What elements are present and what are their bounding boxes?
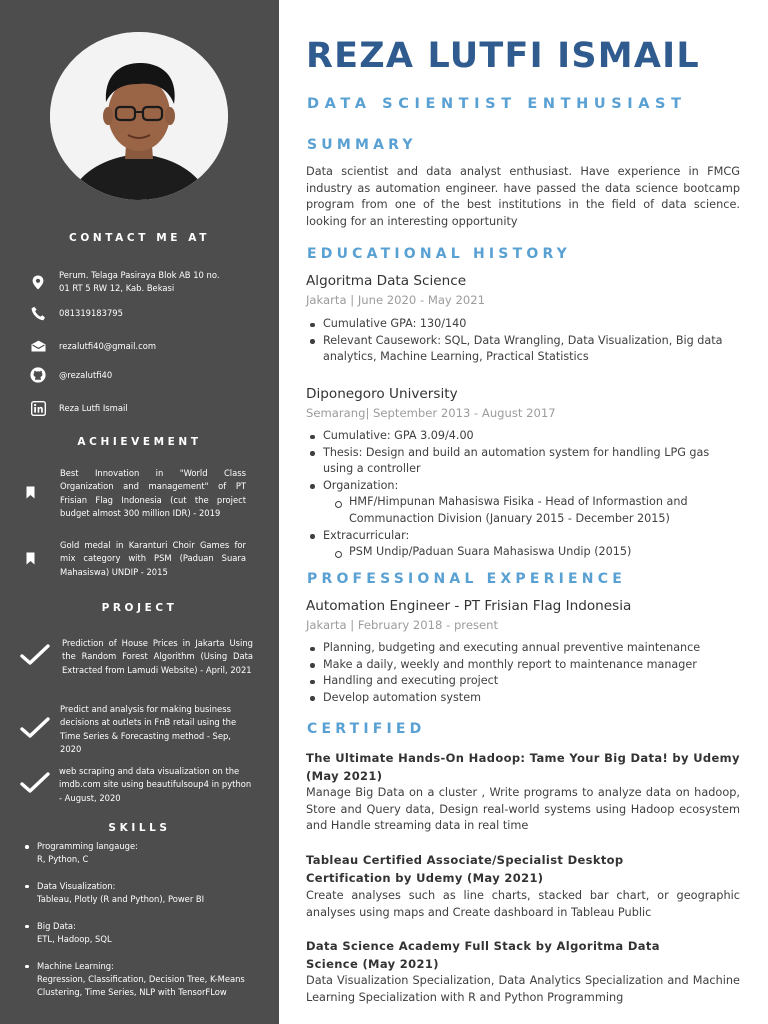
list-item: Handling and executing project: [306, 673, 746, 690]
profile-photo: [50, 32, 228, 200]
project-text: Prediction of House Prices in Jakarta Using the Random Forest Algorithm (Using Data Extracted from Lamudi Website) - April, 2021: [62, 638, 253, 675]
email-text[interactable]: rezalutfi40@gmail.com: [59, 340, 156, 351]
experience-meta: Jakarta | February 2018 - present: [306, 618, 499, 632]
bookmark-icon: [26, 484, 60, 503]
certified-heading: CERTIFIED: [307, 721, 426, 737]
checkmark-icon: [20, 772, 59, 798]
candidate-name: REZA LUTFI ISMAIL: [306, 36, 700, 76]
candidate-title: DATA SCIENTIST ENTHUSIAST: [307, 96, 687, 112]
experience-heading: PROFESSIONAL EXPERIENCE: [307, 571, 626, 587]
phone-text[interactable]: 081319183795: [59, 307, 123, 318]
skill-label: Programming langauge:: [37, 841, 138, 851]
education-bullets: [306, 316, 746, 366]
list-item: Make a daily, weekly and monthly report to maintenance manager: [306, 657, 746, 674]
contact-linkedin: [28, 399, 258, 417]
checkmark-icon: [20, 644, 62, 670]
checkmark-icon: [20, 717, 60, 743]
summary-text: Data scientist and data analyst enthusiast. Have experience in FMCG industry as automation engineer. have passed the data science bootcamp program from one of the best institutions in the field of data science. looking for an interesting opportunity: [306, 165, 740, 228]
achievement-heading: ACHIEVEMENT: [77, 436, 202, 448]
list-item: Extracurricular:: [306, 528, 726, 545]
skill-value: R, Python, C: [37, 854, 89, 865]
project-item: [20, 703, 253, 757]
contact-address: [28, 269, 258, 295]
list-item: Cumulative: GPA 3.09/4.00: [306, 428, 726, 445]
list-item: HMF/Himpunan Mahasiswa Fisika - Head of Informastion and Communaction Division (January 2015 - December 2015): [306, 494, 726, 527]
list-item: Planning, budgeting and executing annual preventive maintenance: [306, 640, 746, 657]
achievement-item: [26, 539, 246, 579]
achievement-item: [26, 467, 246, 521]
skill-value: Tableau, Plotly (R and Python), Power BI: [37, 894, 205, 905]
education-bullets: [306, 428, 726, 561]
github-text[interactable]: @rezalutfi40: [59, 369, 113, 380]
skill-item: [24, 960, 264, 1000]
skill-item: [24, 840, 264, 866]
project-text: Predict and analysis for making business decisions at outlets in FnB retail using the Time Series & Forecasting method - Sep, 2020: [60, 704, 237, 755]
certificate-title: Tableau Certified Associate/Specialist Desktop Certification by Udemy (May 2021): [306, 853, 624, 885]
list-item: Thesis: Design and build an automation system for handling LPG gas using a controller: [306, 445, 726, 478]
contact-email: [28, 337, 258, 355]
contact-heading: CONTACT ME AT: [69, 232, 210, 244]
phone-icon: [28, 304, 48, 322]
project-text: web scraping and data visualization on the imdb.com site using beautifulsoup4 in python - August, 2020: [59, 766, 252, 803]
contact-github: [28, 366, 258, 384]
skill-value: Regression, Classification, Decision Tree, K-Means Clustering, Time Series, NLP with TensorFLow: [37, 973, 245, 998]
skill-item: [24, 880, 264, 906]
skills-list: [24, 840, 264, 1013]
certificate-description: Manage Big Data on a cluster , Write programs to analyze data on hadoop, Store and Query data, Design real-world systems using Hadoop ecosystem and Handle streaming data in real time: [306, 786, 740, 833]
summary-heading: SUMMARY: [307, 137, 417, 153]
github-icon: [28, 366, 48, 384]
education-meta: Semarang| September 2013 - August 2017: [306, 406, 556, 420]
education-school: Algoritma Data Science: [306, 273, 467, 289]
achievement-text: Best Innovation in "World Class Organization and management" of PT Frisian Flag Indonesia (cut the project budget almost 300 million IDR) - 2019: [60, 468, 246, 519]
sidebar: [0, 0, 279, 1024]
location-pin-icon: [28, 273, 48, 291]
list-item: PSM Undip/Paduan Suara Mahasiswa Undip (2015): [306, 544, 726, 561]
certificate-title: The Ultimate Hands-On Hadoop: Tame Your Big Data! by Udemy (May 2021): [306, 751, 740, 783]
address-line-1: Perum. Telaga Pasiraya Blok AB 10 no.: [59, 270, 220, 280]
skill-item: [24, 920, 264, 946]
project-heading: PROJECT: [101, 602, 178, 614]
linkedin-text[interactable]: Reza Lutfi Ismail: [59, 402, 128, 413]
skills-heading: SKILLS: [108, 822, 171, 834]
certificate-description: Create analyses such as line charts, stacked bar chart, or geographic analyses using maps and Create dashboard in Tableau Public: [306, 889, 740, 919]
contact-phone: [28, 304, 258, 322]
mail-icon: [28, 337, 48, 355]
skill-label: Big Data:: [37, 920, 76, 931]
bookmark-icon: [26, 550, 60, 569]
project-item: [20, 765, 253, 805]
education-heading: EDUCATIONAL HISTORY: [307, 246, 571, 262]
experience-role: Automation Engineer - PT Frisian Flag Indonesia: [306, 598, 632, 614]
address-line-2: 01 RT 5 RW 12, Kab. Bekasi: [59, 283, 175, 293]
linkedin-icon: [28, 399, 48, 417]
list-item: Develop automation system: [306, 690, 746, 707]
skill-label: Data Visualization:: [37, 880, 116, 891]
certificate-title: Data Science Academy Full Stack by Algoritma Data Science (May 2021): [306, 939, 660, 971]
list-item: Relevant Causework: SQL, Data Wrangling, Data Visualization, Big data analytics, Machine Learning, Practical Statistics: [306, 333, 746, 366]
avatar: [50, 32, 228, 200]
certificate-description: Data Visualization Specialization, Data Analytics Specialization and Machine Learning Specialization with R and Python Programming: [306, 974, 740, 1004]
achievement-text: Gold medal in Karanturi Choir Games for mix category with PSM (Paduan Suara Mahasiswa) UNDIP - 2015: [60, 540, 246, 577]
education-school: Diponegoro University: [306, 386, 458, 402]
project-item: [20, 637, 253, 677]
experience-bullets: [306, 640, 746, 706]
list-item: Organization:: [306, 478, 726, 495]
list-item: Cumulative GPA: 130/140: [306, 316, 746, 333]
skill-label: Machine Learning:: [37, 960, 114, 971]
skill-value: ETL, Hadoop, SQL: [37, 934, 112, 945]
education-meta: Jakarta | June 2020 - May 2021: [306, 293, 485, 307]
